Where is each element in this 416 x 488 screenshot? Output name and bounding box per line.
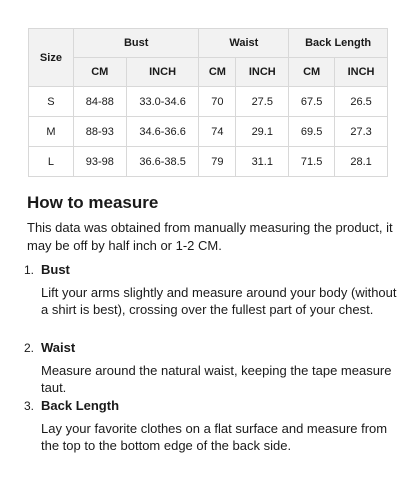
step-title: Waist [41,340,76,355]
waist-group-header: Waist [199,29,289,58]
table-cell: 71.5 [289,147,335,177]
unit-header: CM [73,58,126,87]
unit-header: INCH [236,58,289,87]
table-cell: 26.5 [335,87,388,117]
size-column-header: Size [29,29,74,87]
table-cell: 27.3 [335,117,388,147]
unit-header: INCH [126,58,199,87]
table-cell: 29.1 [236,117,289,147]
how-to-measure-title: How to measure [27,193,159,212]
unit-header: CM [289,58,335,87]
size-cell: L [29,147,74,177]
table-cell: 67.5 [289,87,335,117]
table-header-row [29,29,388,58]
step-title: Bust [41,262,70,277]
table-cell: 84-88 [73,87,126,117]
list-item [24,262,399,318]
bust-group-header: Bust [73,29,199,58]
table-row [29,147,388,177]
unit-header: CM [199,58,236,87]
table-cell: 33.0-34.6 [126,87,199,117]
table-cell: 31.1 [236,147,289,177]
table-cell: 69.5 [289,117,335,147]
step-description: Lay your favorite clothes on a flat surface and measure from the top to the bottom edge of the back side. [41,421,388,453]
table-cell: 79 [199,147,236,177]
list-item [24,340,399,396]
how-to-measure-intro: This data was obtained from manually measuring the product, it may be off by half inch or 1-2 CM. [27,220,393,253]
size-cell: M [29,117,74,147]
table-cell: 88-93 [73,117,126,147]
table-row [29,87,388,117]
size-cell: S [29,87,74,117]
step-number: 3. [24,399,35,413]
step-description: Lift your arms slightly and measure around your body (without a shirt is best), crossing over the fullest part of your chest. [41,285,397,317]
step-number: 2. [24,341,35,355]
list-item [24,398,399,454]
table-cell: 28.1 [335,147,388,177]
table-row [29,117,388,147]
table-cell: 34.6-36.6 [126,117,199,147]
size-chart-table [28,28,388,177]
step-title: Back Length [41,398,120,413]
table-unit-row [29,58,388,87]
table-cell: 93-98 [73,147,126,177]
table-cell: 36.6-38.5 [126,147,199,177]
table-cell: 27.5 [236,87,289,117]
step-number: 1. [24,263,35,277]
table-cell: 74 [199,117,236,147]
table-cell: 70 [199,87,236,117]
step-description: Measure around the natural waist, keeping the tape measure taut. [41,363,392,395]
back-length-group-header: Back Length [289,29,388,58]
unit-header: INCH [335,58,388,87]
